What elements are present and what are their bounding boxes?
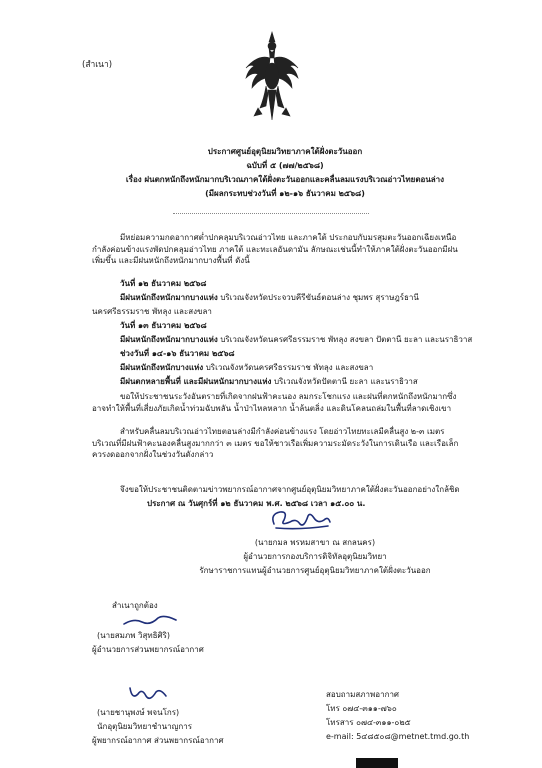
day1-continued: นครศรีธรรมราช พัทลุง และสงขลา bbox=[92, 307, 212, 316]
day3-label: ช่วงวันที่ ๑๔-๑๖ ธันวาคม ๒๕๖๘ bbox=[120, 349, 235, 358]
day2-text: บริเวณจังหวัดนครศรีธรรมราช พัทลุง สงขลา ปัตตานี ยะลา และนราธิวาส bbox=[217, 335, 473, 344]
garuda-emblem-icon bbox=[242, 28, 302, 124]
certifier-title: ผู้อำนวยการส่วนพยากรณ์อากาศ bbox=[92, 645, 204, 654]
warning-paragraph: ขอให้ประชาชนระวังอันตรายที่เกิดจากฝนฟ้าคะนอง ลมกระโชกแรง และฝนที่ตกหนักถึงหนักมากซึ่งอาจทำให้พื้นที่เสี่ยงภัยเกิดน้ำท่วมฉับพลัน น้ำป่าไหลหลาก น้ำล้นตลิ่ง และดินโคลนถล่มในพื้นที่ลาดเชิงเขา bbox=[92, 392, 457, 413]
day1-text: บริเวณจังหวัดประจวบคีรีขันธ์ตอนล่าง ชุมพร สุราษฎร์ธานี bbox=[217, 293, 419, 302]
day3-heading: มีฝนหนักถึงหนักบางแห่ง bbox=[120, 363, 204, 372]
preparer-signature bbox=[126, 684, 170, 704]
contact-phone: โทร ๐๗๔-๓๑๑-๗๖๐ bbox=[326, 704, 397, 713]
certifier-signature bbox=[120, 610, 180, 630]
header-divider bbox=[173, 213, 369, 214]
certified-copy-label: สำเนาถูกต้อง bbox=[112, 601, 158, 610]
subject-line: เรื่อง ฝนตกหนักถึงหนักมากบริเวณภาคใต้ฝั่งตะวันออกและคลื่นลมแรงบริเวณอ่าวไทยตอนล่าง bbox=[125, 175, 445, 184]
day3-text: บริเวณจังหวัดนครศรีธรรมราช พัทลุง และสงขลา bbox=[203, 363, 374, 372]
sea-paragraph: สำหรับคลื่นลมบริเวณอ่าวไทยตอนล่างมีกำลังค่อนข้างแรง โดยอ่าวไทยทะเลมีคลื่นสูง ๒-๓ เมตร บริเวณที่มีฝนฟ้าคะนองคลื่นสูงมากกว่า ๓ เมตร ขอให้ชาวเรือเพิ่มความระมัดระวังในการเดินเรือ และเรือเล็กควรงดออกจากฝั่งในช่วงวันดังกล่าว bbox=[92, 427, 459, 459]
certifier-name: (นายสมภพ วิสุทธิศิริ) bbox=[97, 631, 171, 640]
title-line1: ประกาศศูนย์อุตุนิยมวิทยาภาคใต้ฝั่งตะวันออก bbox=[207, 147, 363, 156]
day2-label: วันที่ ๑๓ ธันวาคม ๒๕๖๘ bbox=[120, 321, 207, 330]
director-title: ผู้อำนวยการกองบริการดิจิทัลอุตุนิยมวิทยา bbox=[243, 552, 387, 561]
announcement-number: ฉบับที่ ๕ (๗๗/๒๕๖๘) bbox=[246, 161, 324, 170]
day1-heading: มีฝนหนักถึงหนักมากบางแห่ง bbox=[120, 293, 218, 302]
contact-fax: โทรสาร ๐๗๔-๓๑๑-๐๒๕ bbox=[326, 718, 411, 727]
day2-line bbox=[120, 334, 472, 345]
day1-label: วันที่ ๑๒ ธันวาคม ๒๕๖๘ bbox=[120, 279, 207, 288]
acting-title: รักษาราชการแทนผู้อำนวยการศูนย์อุตุนิยมวิทยาภาคใต้ฝั่งตะวันออก bbox=[199, 566, 431, 575]
copy-label: (สำเนา) bbox=[82, 60, 113, 70]
director-signature bbox=[266, 506, 336, 532]
preparer-name: (นายชานุพงษ์ พจนโกร) bbox=[97, 708, 180, 717]
contact-email: e-mail: 5๔๘๕๐๘@metnet.tmd.go.th bbox=[326, 732, 470, 741]
effect-period: (มีผลกระทบช่วงวันที่ ๑๒-๑๖ ธันวาคม ๒๕๖๘) bbox=[205, 189, 365, 198]
day3b-text: บริเวณจังหวัดปัตตานี ยะลา และนราธิวาส bbox=[271, 377, 418, 386]
director-name: (นายกมล พรหมสาขา ณ สกลนคร) bbox=[254, 538, 376, 547]
preparer-position: ผู้พยากรณ์อากาศ ส่วนพยากรณ์อากาศ bbox=[92, 736, 224, 745]
day3-line bbox=[120, 362, 373, 373]
contact-heading: สอบถามสภาพอากาศ bbox=[326, 690, 400, 699]
closing-line: จึงขอให้ประชาชนติดตามข่าวพยากรณ์อากาศจากศูนย์อุตุนิยมวิทยาภาคใต้ฝั่งตะวันออกอย่างใกล้ชิด bbox=[120, 485, 460, 494]
preparer-title: นักอุตุนิยมวิทยาชำนาญการ bbox=[97, 722, 193, 731]
announced-date: ประกาศ ณ วันศุกร์ที่ ๑๒ ธันวาคม พ.ศ. ๒๕๖๘ เวลา ๑๕.๐๐ น. bbox=[147, 499, 366, 508]
day1-line bbox=[120, 292, 419, 303]
intro-paragraph: มีหย่อมความกดอากาศต่ำปกคลุมบริเวณอ่าวไทย และภาคใต้ ประกอบกับมรสุมตะวันออกเฉียงเหนือกำลังค่อนข้างแรงพัดปกคลุมอ่าวไทย ภาคใต้ และทะเลอันดามัน ลักษณะเช่นนี้ทำให้ภาคใต้ฝั่งตะวันออกมีฝนเพิ่มขึ้น และมีฝนหนักถึงหนักมากบางพื้นที่ ดังนี้ bbox=[92, 233, 458, 265]
day3b-heading: มีฝนตกหลายพื้นที่ และมีฝนหนักมากบางแห่ง bbox=[120, 377, 272, 386]
footer-mark bbox=[356, 758, 398, 768]
day3b-line bbox=[120, 376, 418, 387]
day2-heading: มีฝนหนักถึงหนักมากบางแห่ง bbox=[120, 335, 218, 344]
